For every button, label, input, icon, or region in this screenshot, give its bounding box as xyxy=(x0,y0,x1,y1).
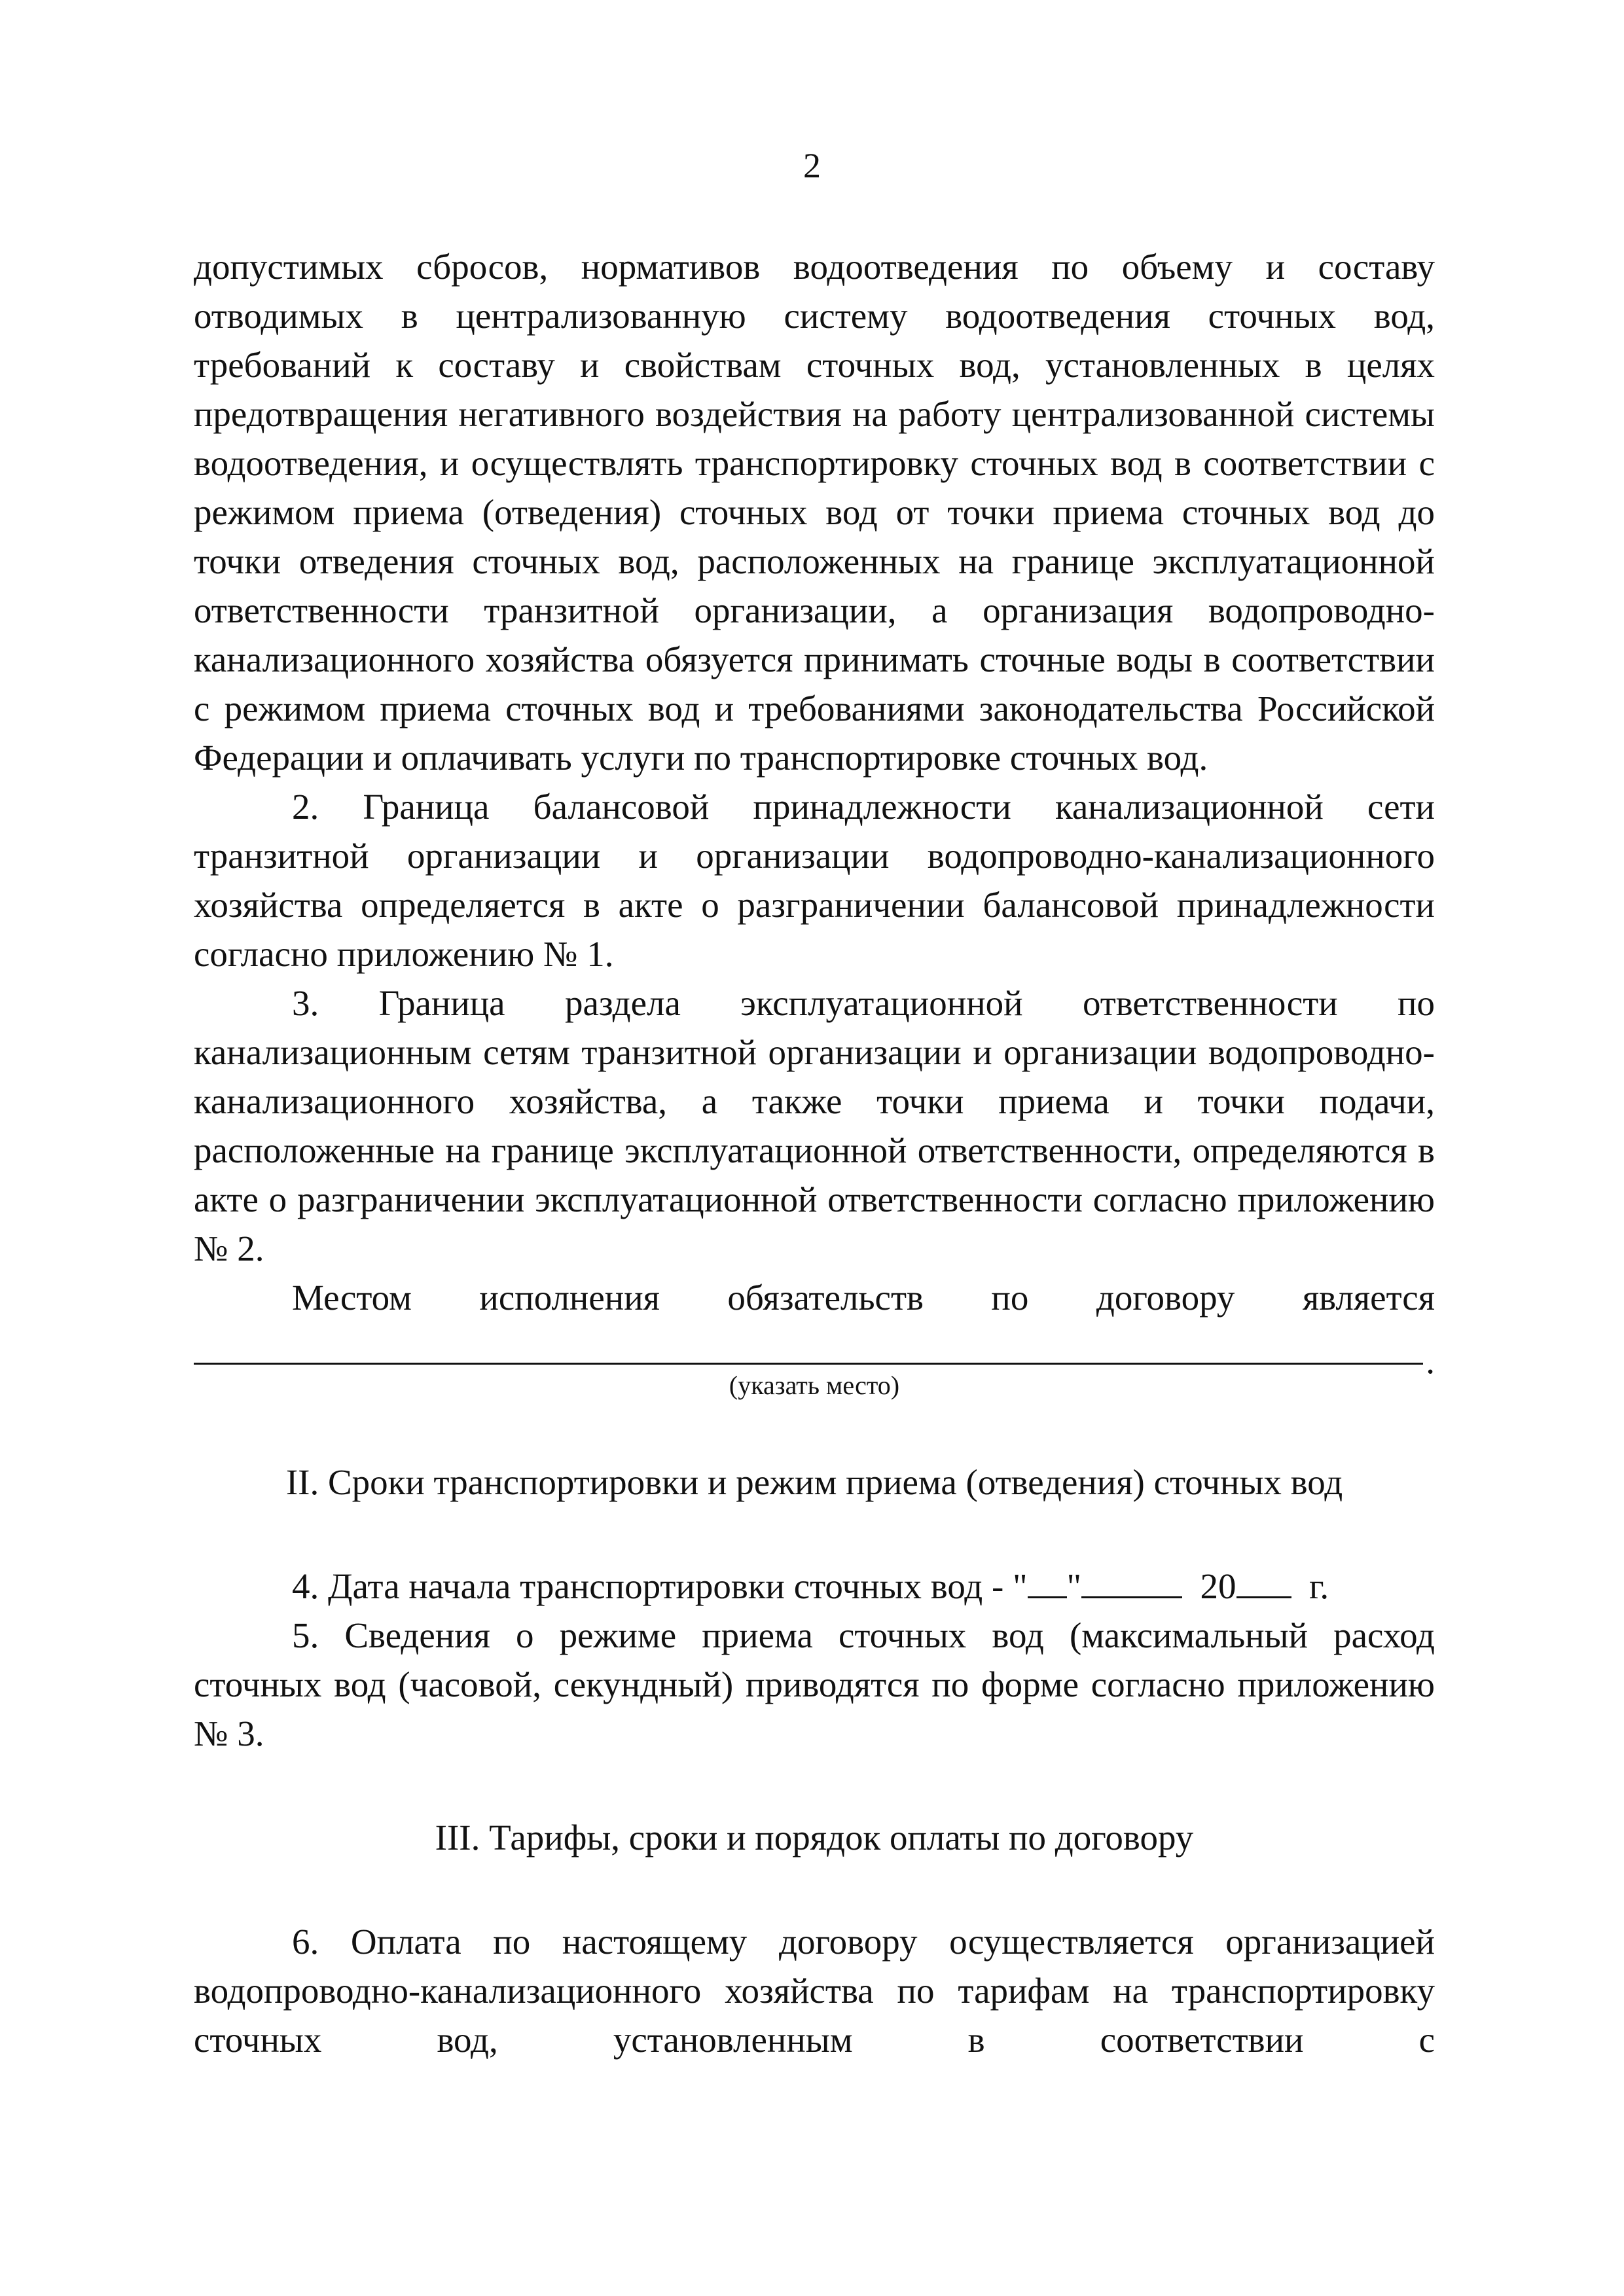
year-prefix: 20 xyxy=(1200,1566,1236,1606)
place-blank-line xyxy=(194,1336,1435,1381)
paragraph-place-of-performance: Местом исполнения обязательств по договору является xyxy=(292,1278,1435,1318)
page-number: 2 xyxy=(803,146,821,185)
year-blank xyxy=(1236,1568,1291,1598)
month-blank xyxy=(1081,1568,1182,1598)
quote-close: " xyxy=(1066,1566,1082,1606)
year-suffix: г. xyxy=(1309,1566,1329,1606)
section-3-heading: III. Тарифы, сроки и порядок оплаты по договору xyxy=(435,1818,1194,1857)
paragraph-continued: допустимых сбросов, нормативов водоотведения по объему и составу отводимых в централизованную систему водоотведения сточных вод, требований к составу и свойствам сточных вод, установленных в целях предотвращения негативного воздействия на работу централизованной системы водоотведения, и осуществлять транспортировку сточных вод в соответствии с режимом приема (отведения) сточных вод от точки приема сточных вод до точки отведения сточных вод, расположенных на границе эксплуатационной ответственности транзитной организации, а организация водопроводно-канализационного хозяйства обязуется принимать сточные воды в соответствии с режимом приема сточных вод и требованиями законодательства Российской Федерации и оплачивать услуги по транспортировке сточных вод. xyxy=(194,247,1435,778)
place-line-period: . xyxy=(1426,1341,1435,1381)
paragraph-3: 3. Граница раздела эксплуатационной ответственности по канализационным сетям транзитной организации и организации водопроводно-канализационного хозяйства, а также точки приема и точки подачи, расположенные на границе эксплуатационной ответственности, определяются в акте о разграничении эксплуатационной ответственности согласно приложению № 2. xyxy=(194,983,1435,1268)
document-body xyxy=(194,242,1435,2064)
section-2-heading: II. Сроки транспортировки и режим приема (отведения) сточных вод xyxy=(285,1462,1343,1502)
day-blank xyxy=(1028,1568,1067,1598)
paragraph-4-text: 4. Дата начала транспортировки сточных вод - " xyxy=(292,1566,1028,1606)
paragraph-6: 6. Оплата по настоящему договору осуществляется организацией водопроводно-канализационного хозяйства по тарифам на транспортировку сточных вод, установленным в соответствии с xyxy=(194,1922,1435,2060)
place-caption: (указать место) xyxy=(729,1371,900,1400)
paragraph-5: 5. Сведения о режиме приема сточных вод (максимальный расход сточных вод (часовой, секундный) приводятся по форме согласно приложению № 3. xyxy=(194,1615,1435,1753)
paragraph-4 xyxy=(194,1562,1435,1611)
paragraph-2: 2. Граница балансовой принадлежности канализационной сети транзитной организации и организации водопроводно-канализационного хозяйства определяется в акте о разграничении балансовой принадлежности согласно приложению № 1. xyxy=(194,787,1435,974)
